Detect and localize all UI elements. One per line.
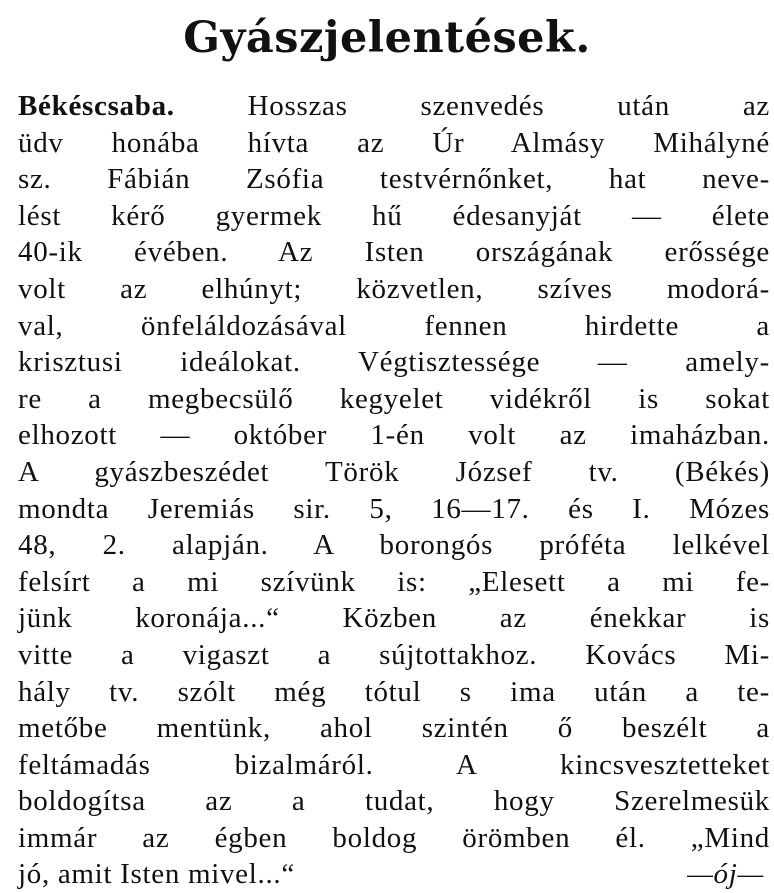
article-line: krisztusi ideálokat. Végtisztessége — amely- (18, 346, 770, 379)
article-line: felsírt a mi szívünk is: „Elesett a mi fe- (18, 565, 770, 598)
place-name: Békéscsaba. (18, 90, 175, 122)
article-last-line (18, 856, 770, 893)
article-line: vitte a vigaszt a sújtottakhoz. Kovács Mi- (18, 638, 770, 671)
article-line: lést kérő gyermek hű édesanyját — élete (18, 199, 770, 232)
article-line: hály tv. szólt még tótul s ima után a te- (18, 675, 770, 708)
article-line: volt az elhúnyt; közvetlen, szíves modorá- (18, 272, 770, 305)
article-line: A gyászbeszédet Török József tv. (Békés) (18, 455, 770, 488)
article-line: val, önfeláldozásával fennen hirdette a (18, 309, 770, 342)
article-line: 48, 2. alapján. A borongós próféta lelkével (18, 529, 770, 562)
article-line: jünk koronája...“ Közben az énekkar is (18, 602, 770, 635)
article-line-text: Hosszas szenvedés után az (174, 90, 770, 122)
article-line: immár az égben boldog örömben él. „Mind (18, 821, 770, 854)
article-line: boldogítsa az a tudat, hogy Szerelmesük (18, 785, 770, 818)
obituary-article (18, 88, 770, 893)
article-line-text: jó, amit Isten mivel...“ (18, 858, 295, 891)
article-line: metőbe mentünk, ahol szintén ő beszélt a (18, 712, 770, 745)
article-line: feltámadás bizalmáról. A kincsvesztetteket (18, 748, 770, 781)
article-line: re a megbecsülő kegyelet vidékről is sokat (18, 382, 770, 415)
article-line: elhozott — október 1-én volt az imaházban. (18, 419, 770, 452)
article-line: sz. Fábián Zsófia testvérnőnket, hat neve- (18, 163, 770, 196)
section-title: Gyászjelentések. (183, 13, 591, 63)
article-line: 40-ik évében. Az Isten országának erőssége (18, 236, 770, 269)
article-line: üdv honába hívta az Úr Almásy Mihályné (18, 126, 770, 159)
author-signature: —ój— (687, 858, 764, 891)
article-line: mondta Jeremiás sir. 5, 16—17. és I. Mózes (18, 492, 770, 525)
article-line (18, 88, 770, 125)
